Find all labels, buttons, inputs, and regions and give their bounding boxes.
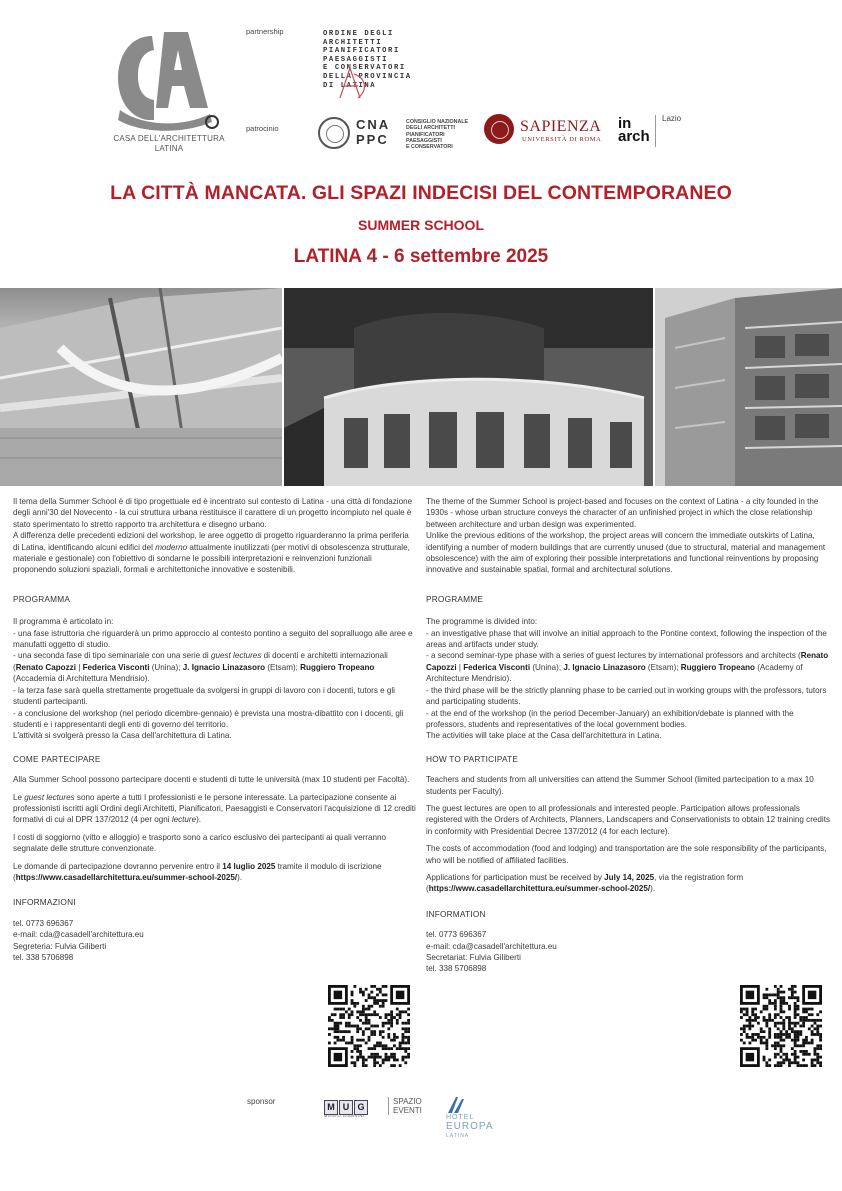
it-come-2 bbox=[13, 792, 417, 826]
text-run: di docenti e architetti internazionali ( bbox=[13, 651, 388, 672]
it-come-4 bbox=[13, 861, 417, 884]
ca-caption-line1: CASA DELL'ARCHITETTURA bbox=[113, 134, 225, 143]
ordine-line: DI LATINA bbox=[323, 81, 377, 90]
mug-letter: M bbox=[324, 1100, 338, 1115]
hotel-europa-text bbox=[446, 1114, 494, 1140]
cnappc-text-line: CONSIGLIO NAZIONALE bbox=[406, 119, 469, 125]
partnership-label: partnership bbox=[246, 27, 284, 36]
text-run: A differenza delle precedenti edizioni del workshop, le aree oggetto di progetto riguarderanno la prima periferia di Latina, identificando alcuni edifici del bbox=[13, 531, 409, 552]
text-run: Le bbox=[13, 792, 25, 802]
it-intro-paragraph-2 bbox=[13, 530, 417, 576]
ordine-line: E CONSERVATORI bbox=[323, 64, 406, 73]
italian-column bbox=[13, 496, 417, 963]
en-prog-location: The activities will take place at the Casa dell'architettura in Latina. bbox=[426, 731, 662, 741]
it-prog-item-4: - a conclusione del workshop (nel periodo dicembre-gennaio) è prevista una mostra-dibattito con i docenti, gli studenti e i rappresentanti degli enti di governo del territorio. bbox=[13, 708, 404, 729]
page-title: LA CITTÀ MANCATA. GLI SPAZI INDECISI DEL CONTEMPORANEO bbox=[110, 182, 732, 204]
event-date: LATINA 4 - 6 settembre 2025 bbox=[293, 246, 549, 267]
it-info-segreteria: Segreteria: Fulvia Giliberti bbox=[13, 941, 107, 951]
text-run: sono aperte a tutti I professionisti e le persone interessate. La partecipazione consente ai professionisti iscritti agli Ordini degli Architetti, Pianificatori, Paesaggisti e Conservatori l'acquisizione di 12 crediti formativi di cui al DPR 137/2012 (4 per ogni bbox=[13, 792, 416, 825]
text-run: (Academy of Architecture Mendrisio). bbox=[426, 662, 803, 684]
sponsor-label: sponsor bbox=[247, 1097, 276, 1106]
en-intro-paragraph-2: Unlike the previous editions of the workshop, the project areas will concern the immediate outskirts of Latina, identifying a number of modern buildings that are currently unused (due to structural, material and management obsolescence) with the aim of exploring their possible interpretations and functional reinventions by proposing innovative and sustainable spatial, formal and architectural solutions. bbox=[426, 531, 826, 575]
emphasis: guest lectures bbox=[24, 792, 75, 802]
ordine-red-mark-icon bbox=[336, 64, 370, 107]
it-info-email[interactable]: e-mail: cda@casadell'architettura.eu bbox=[13, 930, 144, 940]
text-run: attualmente inutilizzati (per motivi di obsolescenza strutturale, materiale e gestionale) con l'obiettivo di sondarne le possibili interpretazioni e reinvenzioni funzionali proponendo soluzioni spaziali, formali e architettoniche innovative e sostenibili. bbox=[13, 542, 410, 575]
text-run: , via the registration form ( bbox=[426, 872, 744, 894]
cnappc-mark-line1: CNA bbox=[356, 117, 391, 132]
registration-link[interactable]: https://www.casadellarchitettura.eu/summer-school-2025/ bbox=[428, 884, 651, 894]
emphasis: guest lectures bbox=[210, 651, 262, 661]
casa-architettura-logo bbox=[112, 30, 224, 134]
en-intro-paragraph-1: The theme of the Summer School is project-based and focuses on the context of Latina - a city founded in the 1930s - whose urban structure conveys the character of an unfinished project in which the close relationship between architecture and urban design was experimented. bbox=[426, 497, 819, 529]
patrocinio-label: patrocinio bbox=[246, 124, 279, 133]
en-info-secretariat: Secretariat: Fulvia Giliberti bbox=[426, 953, 521, 962]
cnappc-mark bbox=[356, 117, 390, 147]
inarch-line2: arch bbox=[618, 128, 650, 145]
text-run: (Etsam); bbox=[265, 662, 301, 672]
text-run: tramite il modulo di iscrizione ( bbox=[13, 861, 382, 882]
photo-round-building bbox=[284, 288, 653, 486]
spazio-line2: EVENTI bbox=[393, 1106, 422, 1115]
it-come-3: I costi di soggiorno (vitto e alloggio) e trasporto sono a carico esclusivo dei partecipanti ai quali verranno segnalate delle strutture convenzionate. bbox=[13, 832, 386, 854]
en-how-1: Teachers and students from all universities can attend the Summer School (limited partecipation to a max 10 students per Faculty). bbox=[426, 775, 814, 796]
text-run: ). bbox=[237, 872, 243, 882]
lecturer-name: Renato Capozzi bbox=[15, 662, 76, 672]
registration-link[interactable]: https://www.casadellarchitettura.eu/summer-school-2025/ bbox=[15, 872, 238, 882]
it-prog-item-3: - la terza fase sarà quella strettamente progettuale da svolgersi in gruppi di lavoro con i docenti, tutors e gli studenti partecipanti. bbox=[13, 685, 395, 707]
hotel-line3: LATINA bbox=[446, 1133, 470, 1139]
lecturer-name: Renato Capozzi bbox=[426, 651, 829, 672]
en-how-2: The guest lectures are open to all professionals and interested people. Participation allows professionals registered with the Orders of Architects, Planners, Landscapers and Conservationists to obtain 12 training credits in conformity with Presidential Decree 137/2012 (4 for each lecture). bbox=[426, 803, 830, 836]
en-prog-item-4: - at the end of the workshop (in the period December-January) an exhibition/debate is planned with the professors, students and representatives of the local government bodies. bbox=[426, 708, 794, 729]
it-heading-come-partecipare: COME PARTECIPARE bbox=[13, 753, 101, 764]
emphasis: lecture bbox=[171, 815, 197, 825]
emphasis: moderno bbox=[155, 542, 188, 552]
page-subtitle: SUMMER SCHOOL bbox=[358, 217, 484, 233]
mug-letter: G bbox=[354, 1100, 368, 1115]
en-prog-item-3: - the third phase will be the strictly planning phase to be carried out in working groups with the professors, tutors and participating students. bbox=[426, 685, 827, 707]
text-run: (Etsam); bbox=[645, 662, 681, 672]
it-info-tel2: tel. 338 5706898 bbox=[13, 953, 74, 962]
en-how-3: The costs of accommodation (food and lodging) and transportation are the sole responsibility of the participants, who will be notified of affiliated facilities. bbox=[426, 844, 827, 865]
cnappc-seal-icon bbox=[318, 117, 350, 149]
lecturer-name: Ruggiero Tropeano bbox=[300, 662, 375, 672]
lecturer-name: Federica Visconti bbox=[463, 662, 531, 672]
en-heading-how-to-participate: HOW TO PARTICIPATE bbox=[426, 753, 519, 764]
text-run: Le domande di partecipazione dovranno pervenire entro il bbox=[13, 861, 223, 871]
qr-code-icon[interactable] bbox=[740, 985, 822, 1072]
cnappc-text-line: DEGLI ARCHITETTI bbox=[406, 125, 455, 132]
logo-divider bbox=[655, 115, 656, 147]
it-heading-informazioni: INFORMAZIONI bbox=[13, 897, 76, 908]
hotel-line1: HOTEL bbox=[446, 1114, 475, 1121]
en-prog-intro: The programme is divided into: bbox=[426, 617, 538, 627]
cnappc-text bbox=[406, 119, 468, 150]
it-info-tel: tel. 0773 696367 bbox=[13, 918, 74, 928]
mug-letter: U bbox=[339, 1100, 353, 1115]
cnappc-mark-line2: PPC bbox=[356, 132, 389, 147]
sapienza-seal-icon bbox=[484, 114, 514, 144]
mug-subtitle: MUSEO GIANNINI bbox=[324, 1113, 365, 1118]
hotel-line2: EUROPA bbox=[446, 1121, 494, 1132]
it-prog-intro: Il programma è articolato in: bbox=[13, 617, 114, 627]
ordine-line: PAESAGGISTI bbox=[323, 55, 389, 64]
it-intro-paragraph-1: Il tema della Summer School è di tipo progettuale ed è incentrato sul contesto di Latina - una città di fondazione degli anni'30 del Novecento - la cui struttura urbana restituisce il carattere di un progetto incompiuto nel quale è stato sperimentato lo stretto rapporto tra architettura e disegno urbano. bbox=[13, 497, 413, 529]
ca-caption-line2: LATINA bbox=[154, 144, 184, 153]
en-prog-item-1: - an investigative phase that will involve an initial approach to the Pontine context, following the inspection of the areas and artifacts under study. bbox=[426, 628, 827, 650]
inarch-line1: in bbox=[618, 115, 632, 132]
photo-interior-structure bbox=[0, 288, 282, 486]
it-come-1: Alla Summer School possono partecipare docenti e studenti di tutte le università (max 10 studenti per Facoltà). bbox=[13, 775, 410, 785]
lazio-label: Lazio bbox=[662, 114, 682, 123]
en-prog-item-2 bbox=[426, 650, 830, 684]
it-prog-item-1: - una fase istruttoria che riguarderà un primo approccio al contesto pontino a seguito del sopralluogo alle aree e manufatti oggetto di studio. bbox=[13, 628, 413, 650]
casa-architettura-caption bbox=[110, 134, 228, 154]
text-run: | bbox=[75, 662, 83, 672]
lecturer-name: Federica Visconti bbox=[82, 662, 150, 672]
sapienza-name: SAPIENZA bbox=[520, 118, 602, 135]
cnappc-text-line: E CONSERVATORI bbox=[406, 144, 453, 151]
ordine-line: DELLA PROVINCIA bbox=[323, 72, 412, 81]
spazio-eventi-label bbox=[388, 1097, 422, 1115]
en-info-tel: tel. 0773 696367 bbox=[426, 930, 487, 940]
en-heading-information: INFORMATION bbox=[426, 908, 486, 919]
en-info-email[interactable]: e-mail: cda@casadell'architettura.eu bbox=[426, 941, 557, 951]
english-column bbox=[426, 496, 830, 975]
text-run: (Unina); bbox=[149, 662, 183, 672]
en-heading-programme: PROGRAMME bbox=[426, 593, 484, 604]
ordine-line: ORDINE DEGLI bbox=[323, 30, 394, 38]
text-run: | bbox=[456, 662, 464, 672]
lecturer-name: Ruggiero Tropeano bbox=[680, 662, 755, 672]
deadline: 14 luglio 2025 bbox=[222, 861, 276, 871]
ordine-line: PIANIFICATORI bbox=[323, 47, 400, 56]
ordine-line: ARCHITETTI bbox=[323, 38, 383, 47]
cnappc-text-line: PIANIFICATORI bbox=[406, 131, 445, 138]
text-run: ). bbox=[196, 815, 202, 825]
lecturer-name: J. Ignacio Linazasoro bbox=[182, 662, 266, 672]
sapienza-subtitle: UNIVERSITÀ DI ROMA bbox=[522, 136, 602, 143]
text-run: (Accademia di Architettura Mendrisio). bbox=[13, 674, 150, 684]
spazio-line1: SPAZIO bbox=[393, 1097, 422, 1106]
en-info-tel2: tel. 338 5706898 bbox=[426, 964, 487, 974]
it-prog-location: L'attività si svolgerà presso la Casa dell'architettura di Latina. bbox=[13, 731, 232, 741]
lecturer-name: J. Ignacio Linazasoro bbox=[563, 662, 646, 672]
inarch-logo bbox=[618, 117, 650, 143]
text-run: - una seconda fase di tipo seminariale con una serie di bbox=[13, 651, 211, 661]
deadline: July 14, 2025 bbox=[604, 872, 655, 882]
photo-tower-building bbox=[655, 288, 842, 486]
qr-code-icon[interactable] bbox=[328, 985, 410, 1072]
text-run: (Unina); bbox=[530, 662, 564, 672]
en-how-4 bbox=[426, 872, 830, 895]
text-run: ). bbox=[650, 884, 656, 894]
cnappc-text-line: PAESAGGISTI bbox=[406, 137, 442, 144]
text-run: - a second seminar-type phase with a series of guest lectures by international professors and architects ( bbox=[426, 651, 801, 661]
it-prog-item-2 bbox=[13, 650, 417, 684]
it-heading-programma: PROGRAMMA bbox=[13, 593, 71, 604]
text-run: Applications for participation must be received by bbox=[426, 872, 605, 882]
